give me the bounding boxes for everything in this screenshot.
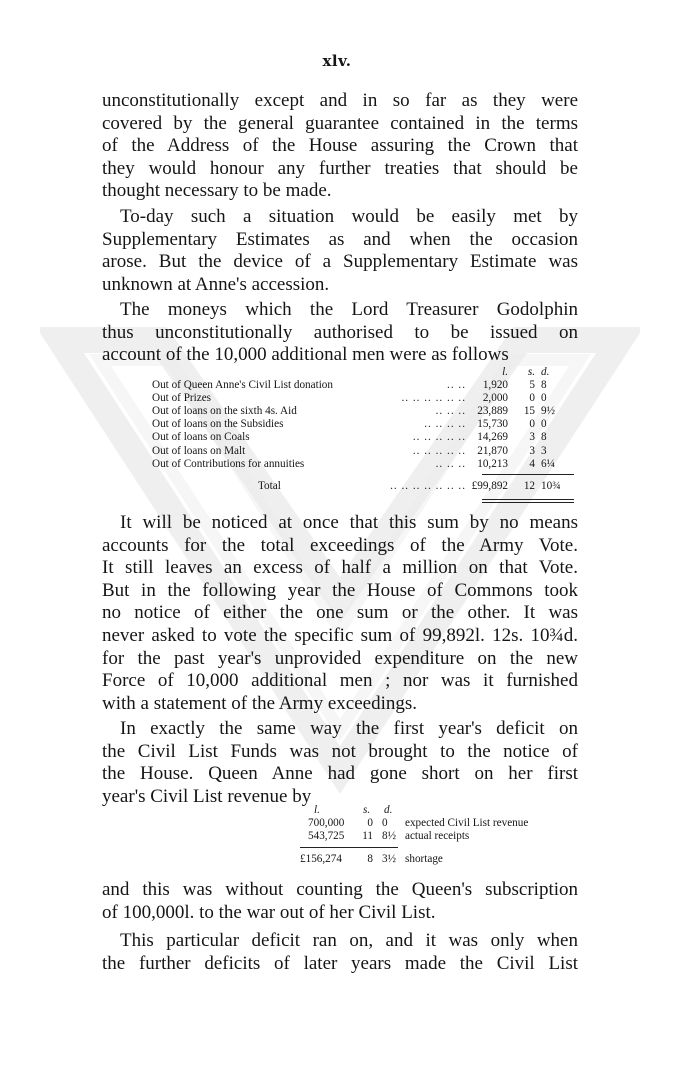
total-shillings: 8 — [367, 853, 373, 865]
leader-dots: .. .. .. .. .. — [412, 444, 466, 457]
total-rule — [300, 847, 398, 848]
total-label: Total — [258, 479, 281, 492]
line: no notice of either the one sum or the other. It was — [102, 602, 578, 624]
line: It will be noticed at once that this sum by no means — [120, 512, 578, 533]
leader-dots: .. .. .. .. .. — [412, 431, 466, 444]
header-s: s. — [363, 804, 371, 816]
shillings: 5 — [529, 379, 535, 392]
table-row — [152, 418, 574, 431]
leader-dots: .. .. — [447, 379, 466, 392]
line: Supplementary Estimates as and when the occasion — [102, 228, 578, 250]
total-row — [298, 853, 578, 866]
row-label: Out of loans on Malt — [152, 444, 246, 457]
line: arose. But the device of a Supplementary Estimate was — [102, 251, 578, 273]
line: the Civil List Funds was not brought to the notice of — [102, 740, 578, 762]
total-pounds: £99,892 — [471, 479, 508, 492]
pounds: 543,725 — [308, 830, 345, 842]
pence: 0 — [541, 418, 547, 431]
row-description: actual receipts — [405, 830, 470, 842]
line: and this was without counting the Queen's subscription — [102, 879, 578, 900]
shillings: 4 — [529, 457, 535, 470]
total-shillings: 12 — [523, 479, 535, 492]
shillings: 0 — [367, 817, 373, 829]
line: covered by the general guarantee contained in the terms — [102, 112, 578, 134]
line: thus unconstitutionally authorised to be issued on — [102, 321, 578, 343]
pounds: 21,870 — [477, 444, 508, 457]
pounds: 10,213 — [477, 457, 508, 470]
header-s: s. — [527, 366, 535, 378]
total-row — [152, 480, 574, 493]
shillings: 3 — [529, 431, 535, 444]
pence: 9½ — [541, 405, 555, 418]
line: they would honour any further treaties that should be — [102, 157, 578, 179]
shillings: 3 — [529, 444, 535, 457]
pence: 8 — [541, 431, 547, 444]
pounds: 23,889 — [477, 405, 508, 418]
pounds: 1,920 — [482, 379, 508, 392]
pounds: 15,730 — [477, 418, 508, 431]
table-row — [152, 379, 574, 392]
row-label: Out of loans on the Subsidies — [152, 418, 284, 431]
line: It still leaves an excess of half a million on that Vote. — [102, 557, 578, 579]
table-row — [152, 405, 574, 418]
table-row — [152, 445, 574, 458]
header-l: l. — [502, 366, 508, 378]
pounds: 14,269 — [477, 431, 508, 444]
subtotal-rule — [482, 474, 574, 475]
line: In exactly the same way the first year's deficit on — [120, 718, 578, 739]
line: thought necessary to be made. — [102, 180, 332, 202]
total-pence: 10¾ — [541, 479, 561, 492]
header-d: d. — [384, 804, 393, 816]
row-label: Out of Queen Anne's Civil List donation — [152, 379, 333, 392]
pence: 8½ — [382, 830, 396, 842]
pence: 3 — [541, 444, 547, 457]
page-number: xlv. — [322, 52, 352, 70]
line: of 100,000l. to the war out of her Civil List. — [102, 901, 436, 923]
table-header — [298, 804, 578, 817]
line: year's Civil List revenue by — [102, 785, 312, 807]
table-row — [152, 431, 574, 444]
row-description: expected Civil List revenue — [405, 817, 529, 829]
row-label: Out of loans on Coals — [152, 431, 250, 444]
line: But in the following year the House of Commons took — [102, 579, 578, 601]
table-row — [152, 392, 574, 405]
pounds: 700,000 — [308, 817, 345, 829]
row-label: Out of Contributions for annuities — [152, 457, 305, 470]
line: accounts for the total exceedings of the Army Vote. — [102, 534, 578, 556]
line: the House. Queen Anne had gone short on her first — [102, 763, 578, 785]
total-rule-lower — [482, 502, 574, 503]
line: for the past year's unprovided expenditure on the new — [102, 647, 578, 669]
table-row — [298, 817, 578, 830]
leader-dots: .. .. .. .. .. .. .. — [390, 479, 466, 492]
row-label: Out of Prizes — [152, 392, 212, 405]
line: Force of 10,000 additional men ; nor was it furnished — [102, 670, 578, 692]
total-pence: 3½ — [382, 853, 396, 865]
total-rule-upper — [482, 499, 574, 500]
shillings: 15 — [523, 405, 535, 418]
shillings: 0 — [529, 418, 535, 431]
line: never asked to vote the specific sum of 99,892l. 12s. 10¾d. — [102, 625, 578, 646]
row-label: Out of loans on the sixth 4s. Aid — [152, 405, 297, 418]
leader-dots: .. .. .. .. — [424, 418, 466, 431]
line: The moneys which the Lord Treasurer Godolphin — [120, 299, 578, 320]
pence: 6¼ — [541, 457, 555, 470]
leader-dots: .. .. .. — [435, 457, 466, 470]
line: account of the 10,000 additional men were as follows — [102, 344, 509, 366]
line: with a statement of the Army exceedings. — [102, 692, 417, 714]
civil-list-table — [298, 804, 578, 866]
table-row — [298, 830, 578, 843]
leader-dots: .. .. .. — [435, 405, 466, 418]
header-l: l. — [314, 804, 320, 816]
pence: 0 — [382, 817, 388, 829]
pence: 8 — [541, 379, 547, 392]
pence: 0 — [541, 392, 547, 405]
shillings: 11 — [362, 830, 373, 842]
shillings: 0 — [529, 392, 535, 405]
line: unknown at Anne's accession. — [102, 273, 330, 295]
total-pounds: £156,274 — [300, 853, 342, 865]
line: To-day such a situation would be easily met by — [120, 206, 578, 227]
pounds: 2,000 — [482, 392, 508, 405]
line: unconstitutionally except and in so far as they were — [102, 90, 578, 111]
table-row — [152, 458, 574, 471]
line: This particular deficit ran on, and it was only when — [120, 930, 578, 951]
leader-dots: .. .. .. .. .. .. — [401, 392, 466, 405]
table-header — [152, 366, 574, 379]
header-d: d. — [541, 366, 550, 378]
line: of the Address of the House assuring the Crown that — [102, 135, 578, 157]
total-description: shortage — [405, 853, 443, 865]
moneys-table — [152, 366, 574, 493]
line: the further deficits of later years made the Civil List — [102, 952, 578, 974]
